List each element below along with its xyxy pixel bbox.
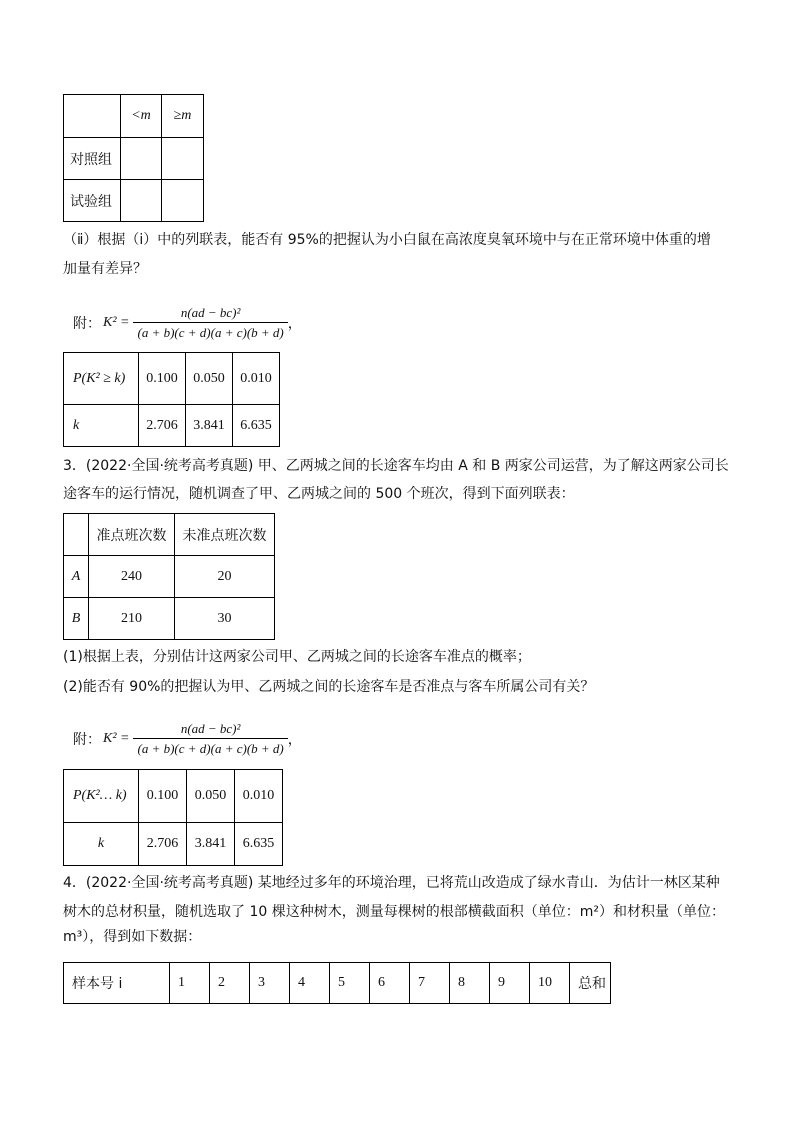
table-row bbox=[64, 556, 275, 598]
table-header-cell: 样本号 i bbox=[64, 963, 170, 1004]
sample-table bbox=[63, 962, 611, 1004]
table-cell: 5 bbox=[330, 963, 370, 1004]
formula-lhs: K² = bbox=[103, 315, 130, 330]
table-cell: 8 bbox=[450, 963, 490, 1004]
table-cell bbox=[121, 138, 162, 180]
formula-fraction bbox=[133, 721, 287, 757]
chi-square-formula bbox=[73, 301, 302, 345]
table-cell: 1 bbox=[170, 963, 210, 1004]
table-row bbox=[64, 138, 204, 180]
text-line: m³），得到如下数据： bbox=[63, 929, 202, 945]
k-value-cell: 2.706 bbox=[139, 823, 187, 866]
table-row bbox=[64, 353, 280, 405]
p-value-cell: 0.010 bbox=[233, 353, 280, 405]
table-cell: 210 bbox=[89, 598, 175, 640]
text-line: （ⅱ）根据（i）中的列联表，能否有 95%的把握认为小白鼠在高浓度臭氧环境中与在正常环境中体重的增 bbox=[63, 232, 711, 248]
k-value-cell: 6.635 bbox=[235, 823, 283, 866]
table-cell bbox=[64, 514, 89, 556]
table-cell: 总和 bbox=[570, 963, 611, 1004]
grouping-table bbox=[63, 94, 204, 222]
table-cell: 2 bbox=[210, 963, 250, 1004]
table-cell: 30 bbox=[175, 598, 275, 640]
text-line: 途客车的运行情况，随机调查了甲、乙两城之间的 500 个班次，得到下面列联表： bbox=[63, 486, 575, 502]
formula-denominator: (a + b)(c + d)(a + c)(b + d) bbox=[137, 325, 284, 340]
table-cell: 7 bbox=[410, 963, 450, 1004]
table-row bbox=[64, 180, 204, 222]
table-row bbox=[64, 963, 611, 1004]
table-row bbox=[64, 405, 280, 447]
table-cell: 10 bbox=[530, 963, 570, 1004]
formula-fraction bbox=[133, 305, 287, 341]
text-line: 4．(2022·全国·统考高考真题) 某地经过多年的环境治理，已将荒山改造成了绿水青山．为估计一林区某种 bbox=[63, 875, 720, 891]
p-value-cell: 0.100 bbox=[139, 353, 186, 405]
table-row bbox=[64, 95, 204, 138]
text-line: 树木的总材积量，随机选取了 10 棵这种树木，测量每棵树的根部横截面积（单位：m²）和材积量（单位： bbox=[63, 904, 725, 920]
k-label-cell: k bbox=[64, 405, 139, 447]
row-label: 试验组 bbox=[64, 180, 121, 222]
table-cell: 6 bbox=[370, 963, 410, 1004]
formula-lhs: K² = bbox=[103, 731, 130, 746]
formula-suffix: ， bbox=[287, 732, 302, 748]
row-label: B bbox=[64, 598, 89, 640]
table-row bbox=[64, 823, 283, 866]
table-cell: 20 bbox=[175, 556, 275, 598]
formula-prefix: 附： bbox=[73, 316, 101, 332]
k-value-cell: 3.841 bbox=[186, 405, 233, 447]
row-label: 对照组 bbox=[64, 138, 121, 180]
p-value-cell: 0.100 bbox=[139, 770, 187, 823]
table-cell: 240 bbox=[89, 556, 175, 598]
table-header-cell: ≥m bbox=[162, 95, 204, 138]
k-value-cell: 2.706 bbox=[139, 405, 186, 447]
text-line: 加量有差异？ bbox=[63, 261, 147, 277]
chi-square-formula bbox=[73, 717, 302, 761]
p-value-cell: 0.050 bbox=[186, 353, 233, 405]
formula-denominator: (a + b)(c + d)(a + c)(b + d) bbox=[137, 741, 284, 756]
question-2-ii bbox=[63, 230, 743, 279]
table-cell bbox=[162, 180, 204, 222]
table-row bbox=[64, 514, 275, 556]
punctuality-table bbox=[63, 513, 275, 640]
table-row bbox=[64, 598, 275, 640]
formula-numerator: n(ad − bc)² bbox=[133, 305, 287, 323]
question-3-subparts bbox=[63, 647, 743, 697]
text-line: 3．(2022·全国·统考高考真题) 甲、乙两城之间的长途客车均由 A 和 B 两家公司运营，为了解这两家公司长 bbox=[63, 458, 729, 474]
k-value-cell: 6.635 bbox=[233, 405, 280, 447]
table-cell: 9 bbox=[490, 963, 530, 1004]
table-cell bbox=[162, 138, 204, 180]
table-row bbox=[64, 770, 283, 823]
formula-suffix: ， bbox=[287, 316, 302, 332]
k-value-cell: 3.841 bbox=[187, 823, 235, 866]
table-header-cell: 未准点班次数 bbox=[175, 514, 275, 556]
text-line: (2)能否有 90%的把握认为甲、乙两城之间的长途客车是否准点与客车所属公司有关？ bbox=[63, 679, 595, 695]
text-line: (1)根据上表，分别估计这两家公司甲、乙两城之间的长途客车准点的概率； bbox=[63, 649, 531, 665]
table-cell bbox=[121, 180, 162, 222]
p-value-cell: 0.050 bbox=[187, 770, 235, 823]
table-cell bbox=[64, 95, 121, 138]
question-4 bbox=[63, 873, 743, 947]
table-header-cell: <m bbox=[121, 95, 162, 138]
critical-value-table bbox=[63, 769, 283, 866]
p-value-cell: 0.010 bbox=[235, 770, 283, 823]
formula-numerator: n(ad − bc)² bbox=[133, 721, 287, 739]
table-header-cell: 准点班次数 bbox=[89, 514, 175, 556]
table-cell: 4 bbox=[290, 963, 330, 1004]
table-header-cell: P(K² ≥ k) bbox=[64, 353, 139, 405]
table-cell: 3 bbox=[250, 963, 290, 1004]
table-header-cell: P(K²… k) bbox=[64, 770, 139, 823]
critical-value-table bbox=[63, 352, 280, 447]
row-label: A bbox=[64, 556, 89, 598]
k-label-cell: k bbox=[64, 823, 139, 866]
question-3 bbox=[63, 456, 743, 504]
formula-prefix: 附： bbox=[73, 732, 101, 748]
